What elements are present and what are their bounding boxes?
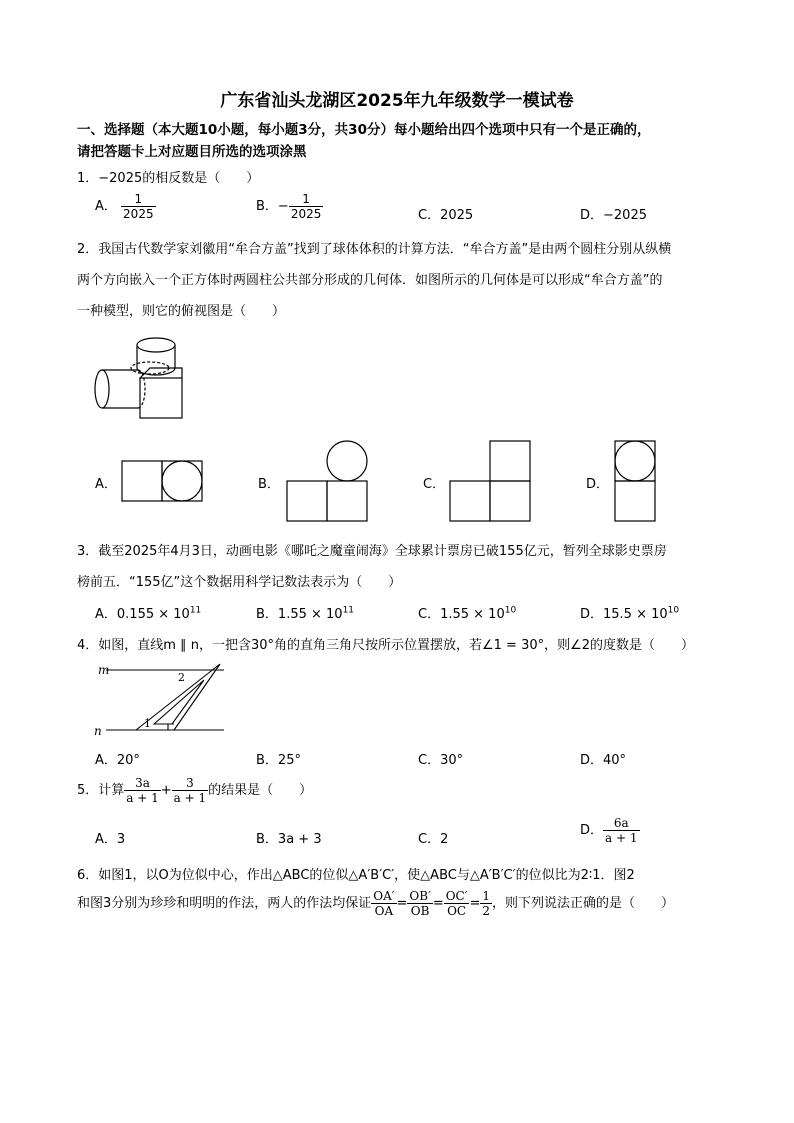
q6-f2-num: OB′ [409, 889, 431, 903]
q1-option-c: C．2025 [418, 208, 474, 223]
q1-b-fraction [289, 192, 324, 221]
q3-line1: 3．截至2025年4月3日，动画电影《哪吒之魔童闹海》全球累计票房已破155亿元，暂列全球影史票房 [77, 544, 667, 559]
q3-a-exp: 11 [189, 605, 202, 616]
q3-c-exp: 10 [504, 605, 517, 616]
q2-solid-figure [90, 330, 190, 425]
q6-fraction-oc [444, 889, 470, 918]
q2-option-b-figure [286, 440, 368, 522]
q6-line2-post: ，则下列说法正确的是（ ） [492, 896, 675, 911]
q6-eq-1: = [396, 896, 408, 911]
q6-line1: 6．如图1，以O为位似中心，作出△ABC的位似△A′B′C′，使△ABC与△A′B′C′的位似比为2∶1．图2 [77, 868, 635, 883]
q5-f2-num: 3 [186, 776, 194, 790]
q4-label-n: n [94, 724, 102, 738]
q5-f1-den: a + 1 [126, 791, 159, 805]
q4-option-c: C．30° [418, 753, 464, 768]
q3-option-d [580, 603, 679, 622]
q4-label-angle-1: 1 [144, 717, 151, 730]
q4-option-b: B．25° [256, 753, 301, 768]
q6-line2 [77, 889, 674, 918]
q1-option-a [95, 192, 156, 221]
q6-h-den: 2 [482, 904, 491, 918]
q6-f3-den: OC [444, 903, 470, 918]
q5-d-den: a + 1 [605, 831, 638, 845]
q6-f2-den: OB [407, 903, 432, 918]
q2-option-d-figure [614, 440, 656, 522]
q5-option-d [580, 816, 640, 845]
q6-eq-2: = [432, 896, 444, 911]
q3-b-exp: 11 [342, 605, 355, 616]
q6-f1-num: OA′ [373, 889, 395, 903]
q2-line1: 2．我国古代数学家刘徽用“牟合方盖”找到了球体体积的计算方法．“牟合方盖”是由两个圆柱分别从纵横 [77, 242, 672, 257]
q6-line2-pre: 和图3分别为珍珍和明明的作法，两人的作法均保证 [77, 896, 372, 911]
q4-parallel-lines-figure [92, 658, 232, 740]
q4-stem: 4．如图，直线m ∥ n，一把含30°角的直角三角尺按所示位置摆放，若∠1 = 30°，则∠2的度数是（ ） [77, 638, 695, 653]
q2-line2: 两个方向嵌入一个正方体时两圆柱公共部分形成的几何体．如图所示的几何体是可以形成“牟合方盖”的 [77, 273, 663, 288]
page-title: 广东省汕头龙湖区2025年九年级数学一模试卷 [220, 91, 574, 111]
q5-d-fraction [603, 816, 639, 845]
q3-d-text: D．15.5 × 10 [580, 607, 668, 622]
q1-a-den: 2025 [123, 207, 154, 221]
q5-stem [77, 776, 312, 805]
q2-line3: 一种模型，则它的俯视图是（ ） [77, 304, 286, 319]
q5-option-b: B．3a + 3 [256, 832, 322, 847]
q1-b-sign: − [277, 199, 289, 214]
q1-a-num: 1 [134, 192, 143, 206]
q3-option-a [95, 603, 201, 622]
q5-f1-num: 3a [135, 776, 150, 790]
q6-fraction-ob [407, 889, 432, 918]
q5-d-label: D． [580, 823, 604, 838]
q2-option-b: B． [258, 477, 280, 492]
q3-line2: 榜前五．“155亿”这个数据用科学记数法表示为（ ） [77, 575, 402, 590]
q3-option-b [256, 603, 354, 622]
q1-a-label: A． [95, 199, 117, 214]
section-header-line1: 一、选择题（本大题10小题，每小题3分，共30分）每小题给出四个选项中只有一个是正确的， [77, 122, 651, 138]
q5-f2-den: a + 1 [173, 791, 207, 805]
q5-fraction-1 [124, 776, 160, 805]
q5-plus: + [160, 783, 172, 798]
q2-option-a-figure [121, 460, 203, 502]
q3-option-c [418, 603, 516, 622]
q2-option-c: C． [423, 477, 446, 492]
q1-option-d: D．−2025 [580, 208, 647, 223]
q6-h-num: 1 [482, 889, 491, 903]
q4-option-a: A．20° [95, 753, 140, 768]
q5-option-a: A．3 [95, 832, 126, 847]
section-header-line2: 请把答题卡上对应题目所选的选项涂黑 [77, 144, 307, 160]
q6-fraction-oa [371, 889, 396, 918]
q4-option-d: D．40° [580, 753, 627, 768]
q1-a-fraction [121, 192, 156, 221]
q1-option-b [256, 192, 323, 221]
q1-stem: 1．−2025的相反数是（ ） [77, 171, 260, 186]
q4-label-angle-2: 2 [178, 671, 185, 684]
q2-option-a: A． [95, 477, 117, 492]
q1-b-den: 2025 [290, 207, 322, 221]
q5-pre: 5．计算 [77, 783, 125, 798]
q3-c-text: C．1.55 × 10 [418, 607, 505, 622]
q6-f3-num: OC′ [445, 889, 468, 903]
q5-d-num: 6a [613, 816, 629, 830]
q6-fraction-half [480, 889, 492, 918]
q5-option-c: C．2 [418, 832, 449, 847]
q5-post: 的结果是（ ） [208, 783, 313, 798]
q2-option-c-figure [449, 440, 531, 522]
q5-fraction-2 [172, 776, 208, 805]
q1-b-label: B． [256, 199, 278, 214]
q2-option-d: D． [586, 477, 610, 492]
q6-f1-den: OA [371, 903, 396, 918]
q3-d-exp: 10 [667, 605, 680, 616]
q6-eq-3: = [469, 896, 481, 911]
q3-a-text: A．0.155 × 10 [95, 607, 190, 622]
q1-b-num: 1 [302, 192, 310, 206]
q4-label-m: m [98, 663, 110, 677]
q3-b-text: B．1.55 × 10 [256, 607, 343, 622]
